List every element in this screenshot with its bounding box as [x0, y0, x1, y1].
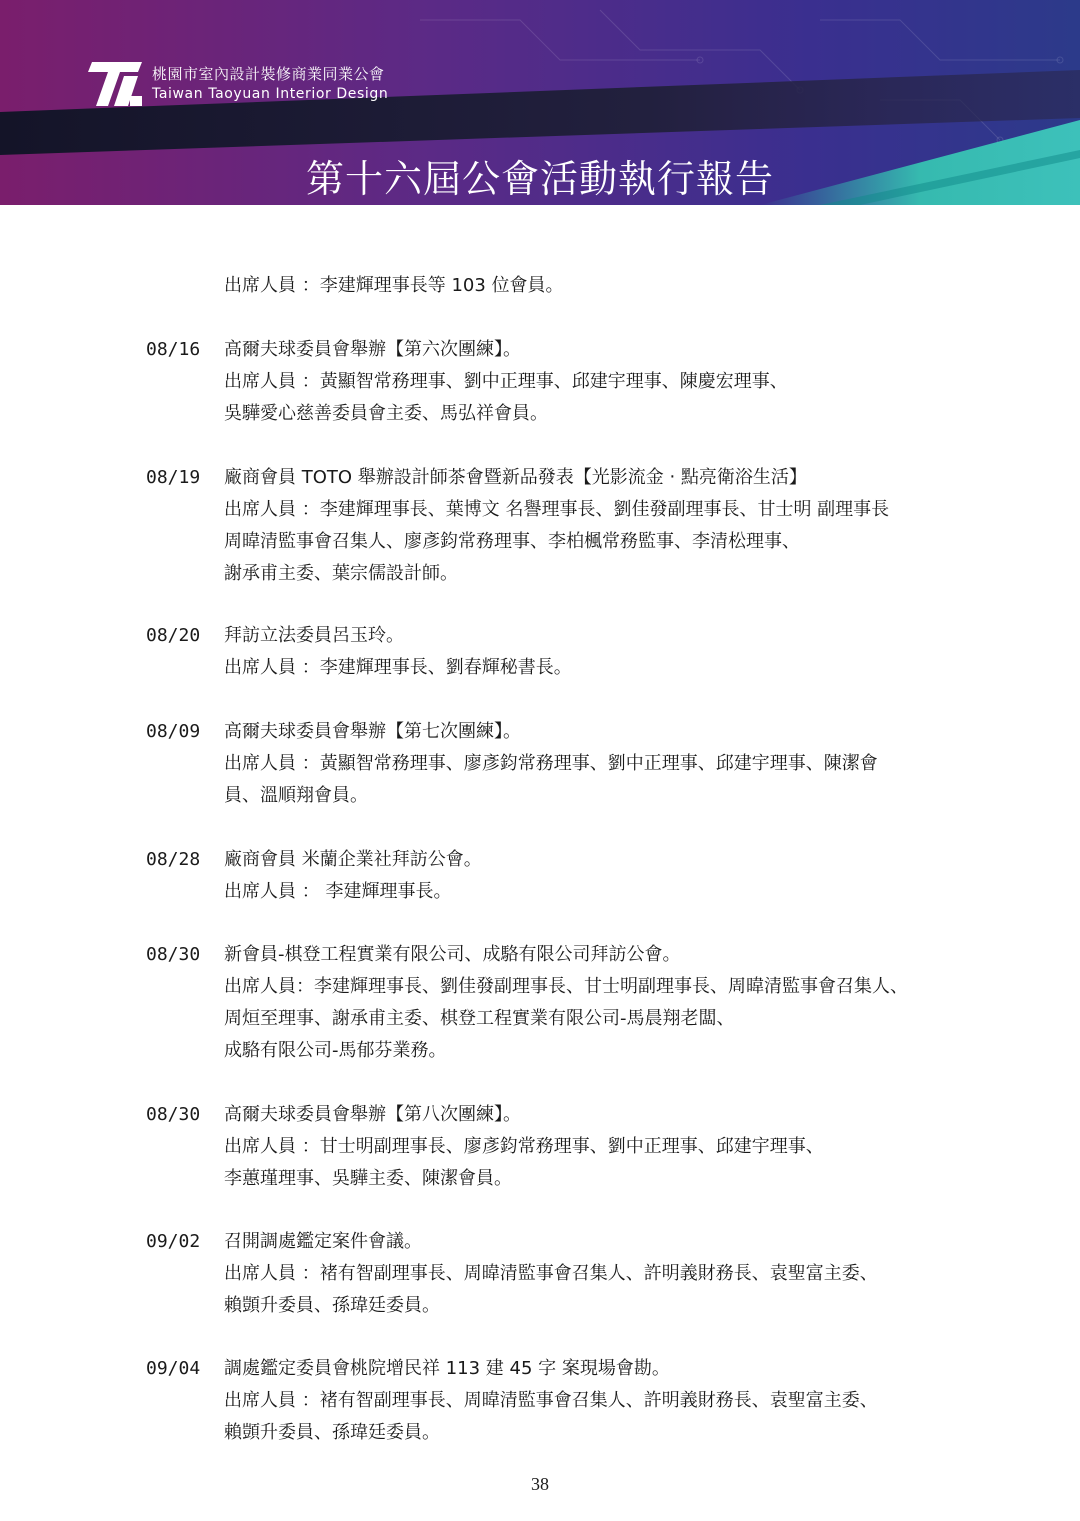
- ti-logo-icon: [86, 62, 142, 106]
- page-number: 38: [531, 1474, 549, 1494]
- entry-line: 吳驊愛心慈善委員會主委、馬弘祥會員。: [224, 403, 548, 424]
- entry-line: 出席人員 ：李建輝理事長、葉博文 名譽理事長、劉佳發副理事長、甘士明 副理事長: [224, 499, 890, 520]
- entry-line: 出席人員 ： 李建輝理事長。: [224, 881, 452, 902]
- entry-line: 拜訪立法委員呂玉玲。: [224, 625, 404, 646]
- entry-line: 新會員-棋登工程實業有限公司、成駱有限公司拜訪公會。: [224, 944, 681, 965]
- entry-date: 09/02: [146, 1231, 201, 1252]
- header-banner: [0, 0, 1080, 205]
- org-name-en: Taiwan Taoyuan Interior Design: [152, 86, 389, 102]
- entry-line: 出席人員 ：褚有智副理事長、周暐清監事會召集人、許明義財務長、袁聖富主委、: [224, 1390, 878, 1411]
- entry-line: 成駱有限公司-馬郁芬業務。: [224, 1040, 447, 1061]
- entry-line: 李蕙瑾理事、吳驊主委、陳潔會員。: [224, 1168, 512, 1189]
- entry-date: 09/04: [146, 1358, 201, 1379]
- entry-line: 周烜至理事、謝承甫主委、棋登工程實業有限公司-馬晨翔老闆、: [224, 1008, 735, 1029]
- entry-date: 08/19: [146, 467, 201, 488]
- entry-date: 08/28: [146, 849, 201, 870]
- entry-line: 高爾夫球委員會舉辦【第八次團練】。: [224, 1104, 521, 1125]
- brand: [86, 62, 388, 106]
- entry-line: 賴顗升委員、孫瑋廷委員。: [224, 1422, 440, 1443]
- entry-line: 賴顗升委員、孫瑋廷委員。: [224, 1295, 440, 1316]
- entry-line: 高爾夫球委員會舉辦【第六次團練】。: [224, 339, 521, 360]
- entry-line: 出席人員 ：甘士明副理事長、廖彥鈞常務理事、劉中正理事、邱建宇理事、: [224, 1136, 824, 1157]
- entry-date: 08/30: [146, 944, 201, 965]
- entry-line: 廠商會員 TOTO 舉辦設計師茶會暨新品發表【光影流金 ‧ 點亮衛浴生活】: [224, 467, 807, 488]
- entry-date: 08/20: [146, 625, 201, 646]
- entry-line: 廠商會員 米蘭企業社拜訪公會。: [224, 849, 482, 870]
- report-title: 第十六屆公會活動執行報告: [305, 157, 774, 201]
- org-name-cn: 桃園市室內設計裝修商業同業公會: [152, 65, 385, 83]
- entry-date: 08/09: [146, 721, 201, 742]
- entry-line: 召開調處鑑定案件會議。: [224, 1231, 422, 1252]
- entry-line: 高爾夫球委員會舉辦【第七次團練】。: [224, 721, 521, 742]
- entry-line: 出席人員 ：黃顯智常務理事、廖彥鈞常務理事、劉中正理事、邱建宇理事、陳潔會: [224, 753, 878, 774]
- entry-line: 周暐清監事會召集人、廖彥鈞常務理事、李柏楓常務監事、李清松理事、: [224, 531, 800, 552]
- entry-line: 員、溫順翔會員。: [224, 785, 368, 806]
- entry-line: 出席人員 ：褚有智副理事長、周暐清監事會召集人、許明義財務長、袁聖富主委、: [224, 1263, 878, 1284]
- entry-date: 08/30: [146, 1104, 201, 1125]
- entry-line: 謝承甫主委、葉宗儒設計師。: [224, 563, 458, 584]
- intro-attendees: 出席人員 ：李建輝理事長等 103 位會員。: [224, 275, 564, 296]
- entry-date: 08/16: [146, 339, 201, 360]
- entry-line: 出席人員 ：李建輝理事長、劉春輝秘書長。: [224, 657, 572, 678]
- entry-line: 出席人員 ：黃顯智常務理事、劉中正理事、邱建宇理事、陳慶宏理事、: [224, 371, 788, 392]
- entry-line: 出席人員：李建輝理事長、劉佳發副理事長、甘士明副理事長、周暐清監事會召集人、: [224, 976, 908, 997]
- entry-line: 調處鑑定委員會桃院增民祥 113 建 45 字 案現場會勘。: [224, 1358, 670, 1379]
